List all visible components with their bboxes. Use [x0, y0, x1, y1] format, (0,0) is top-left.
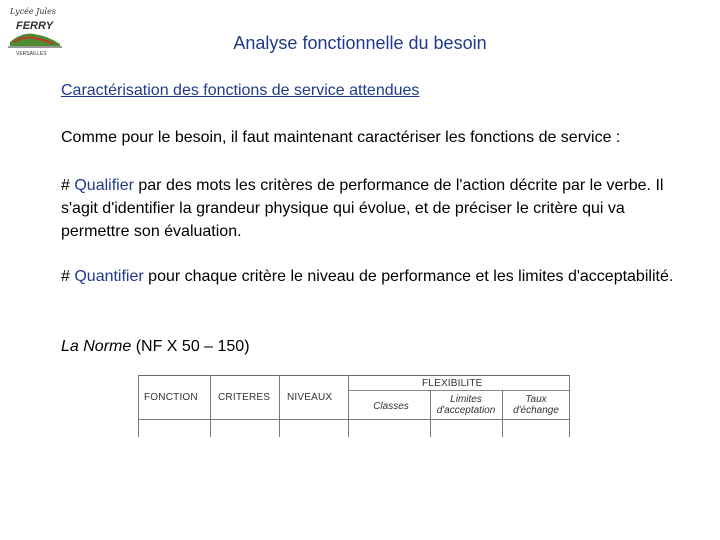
header-fonction: FONCTION	[144, 392, 198, 403]
table-top-border	[138, 375, 570, 376]
header-flexibilite: FLEXIBILITE	[422, 378, 483, 389]
logo-script-text: Lycée Jules	[10, 7, 56, 16]
header-limites: Limites d'acceptation	[436, 394, 496, 416]
bullet-marker: #	[61, 177, 75, 194]
specification-table	[138, 375, 570, 437]
header-classes: Classes	[373, 401, 409, 412]
bullet-marker: #	[61, 268, 75, 285]
table-col-divider	[430, 390, 431, 437]
logo-name: FERRY	[16, 20, 54, 32]
qualifier-paragraph	[61, 174, 691, 243]
table-col-divider	[279, 375, 280, 437]
logo-city: VERSAILLES	[16, 51, 47, 57]
intro-paragraph: Comme pour le besoin, il faut maintenant caractériser les fonctions de service :	[61, 129, 621, 146]
quantifier-keyword: Quantifier	[74, 268, 144, 285]
header-criteres: CRITERES	[218, 392, 271, 403]
section-subtitle: Caractérisation des fonctions de service attendues	[61, 82, 420, 99]
quantifier-paragraph	[61, 265, 691, 288]
header-taux: Taux d'échange	[513, 394, 559, 416]
table-col-divider	[348, 375, 349, 437]
table-group-divider	[348, 390, 570, 391]
table-col-divider	[138, 375, 139, 437]
table-col-divider	[210, 375, 211, 437]
table-header-border	[138, 419, 570, 420]
header-niveaux: NIVEAUX	[287, 392, 333, 403]
table-col-divider	[502, 390, 503, 437]
qualifier-text: par des mots les critères de performance de l'action décrite par le verbe. Il s'agit d'identifier la grandeur physique qui évolue, et de préciser le critère qui va permettre son évaluation.	[61, 177, 664, 240]
quantifier-text: pour chaque critère le niveau de performance et les limites d'acceptabilité.	[143, 268, 674, 285]
norme-label: La Norme	[61, 338, 132, 355]
qualifier-keyword: Qualifier	[74, 177, 134, 194]
norme-line	[61, 335, 691, 358]
slide-title: Analyse fonctionnelle du besoin	[233, 33, 487, 53]
table-col-divider	[569, 375, 570, 437]
norme-ref: (NF X 50 – 150)	[131, 338, 250, 355]
